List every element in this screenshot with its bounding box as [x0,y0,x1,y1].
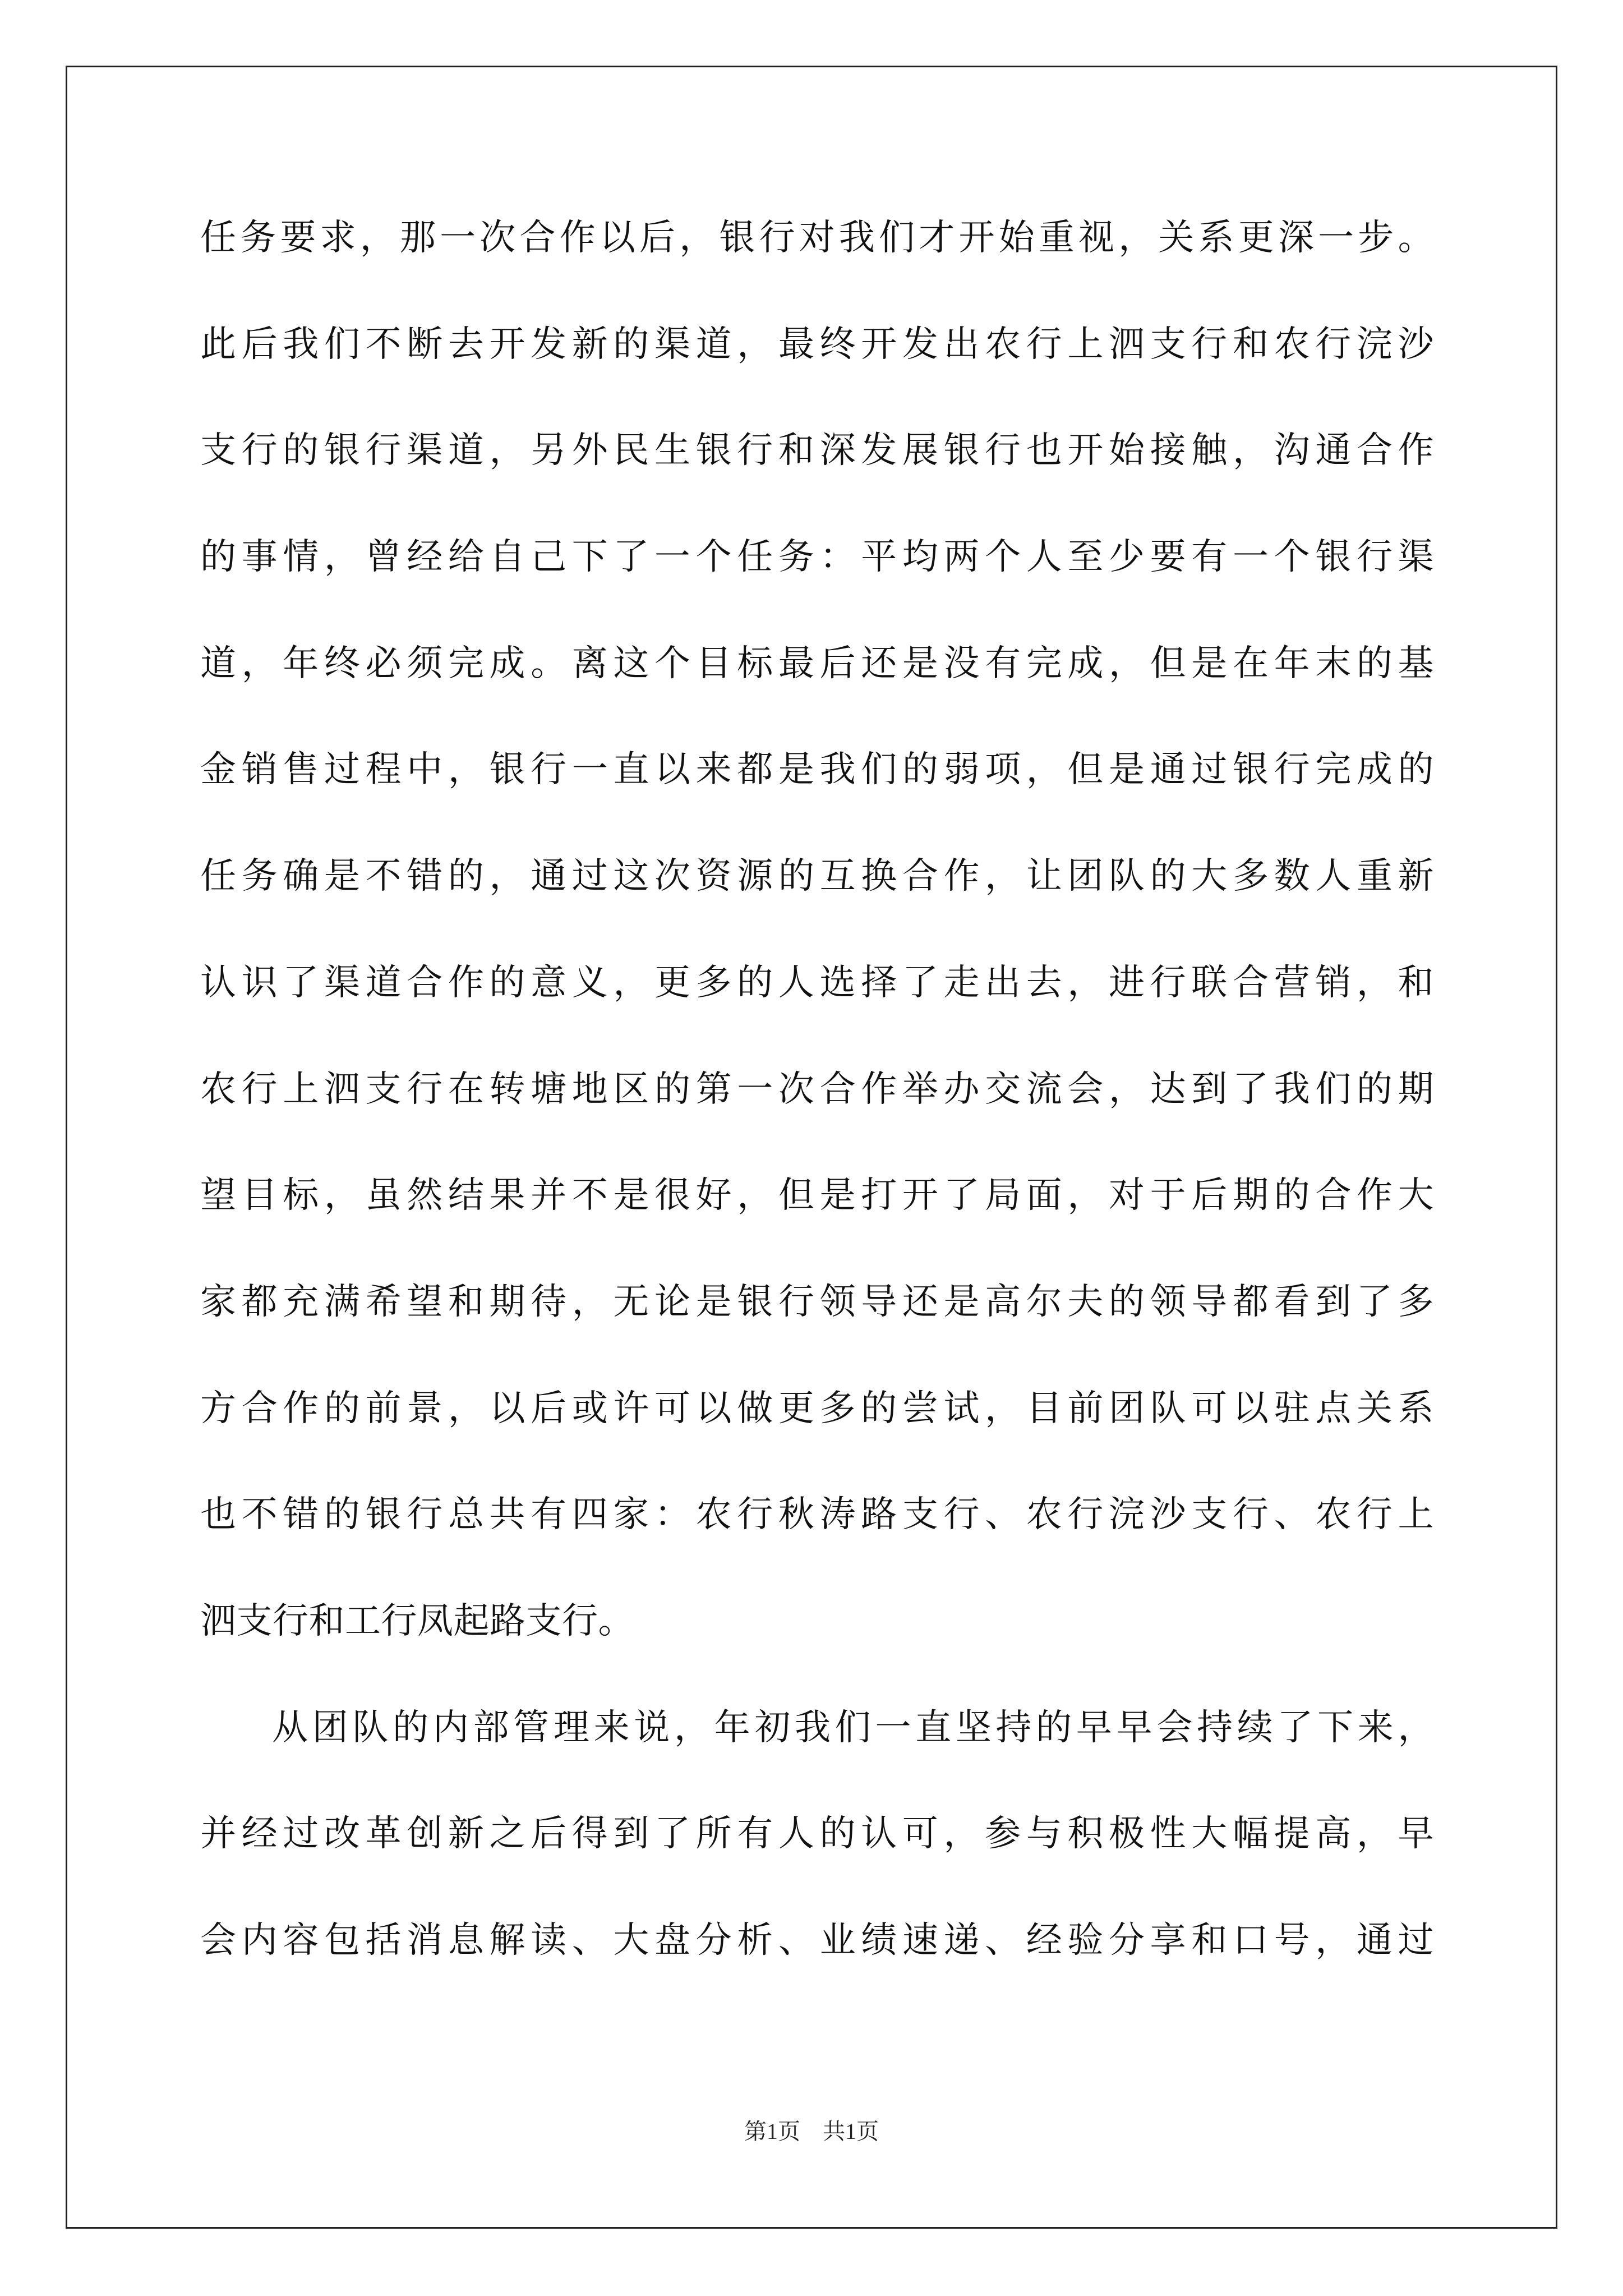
text-line: 方合作的前景，以后或许可以做更多的尝试，目前团队可以驻点关系 [200,1387,1434,1429]
text-line: 任务确是不错的，通过这次资源的互换合作，让团队的大多数人重新 [200,855,1434,898]
text-line: 金销售过程中，银行一直以来都是我们的弱项，但是通过银行完成的 [200,749,1434,791]
text-line: 任务要求，那一次合作以后，银行对我们才开始重视，关系更深一步。 [200,217,1434,259]
text-line: 的事情，曾经给自己下了一个任务：平均两个人至少要有一个银行渠 [200,536,1434,578]
text-line: 会内容包括消息解读、大盘分析、业绩速递、经验分享和口号，通过 [200,1920,1434,1961]
text-line: 并经过改革创新之后得到了所有人的认可，参与积极性大幅提高，早 [200,1813,1434,1855]
text-line: 此后我们不断去开发新的渠道，最终开发出农行上泗支行和农行浣沙 [200,323,1434,365]
page-number-footer: 第1页 共1页 [744,2119,879,2144]
text-line: 也不错的银行总共有四家：农行秋涛路支行、农行浣沙支行、农行上 [200,1494,1434,1536]
paragraph-start-line: 从团队的内部管理来说，年初我们一直坚持的早早会持续了下来， [272,1706,1434,1749]
text-line: 认识了渠道合作的意义，更多的人选择了走出去，进行联合营销，和 [200,961,1434,1004]
text-line: 农行上泗支行在转塘地区的第一次合作举办交流会，达到了我们的期 [200,1068,1434,1110]
text-line: 道，年终必须完成。离这个目标最后还是没有完成，但是在年末的基 [200,642,1434,684]
text-line: 家都充满希望和期待，无论是银行领导还是高尔夫的领导都看到了多 [200,1281,1434,1323]
text-line: 支行的银行渠道，另外民生银行和深发展银行也开始接触，沟通合作 [200,430,1434,472]
document-body [200,185,1434,1994]
text-line: 望目标，虽然结果并不是很好，但是打开了局面，对于后期的合作大 [200,1175,1434,1217]
paragraph-end-line: 泗支行和工行凤起路支行。 [200,1600,634,1642]
